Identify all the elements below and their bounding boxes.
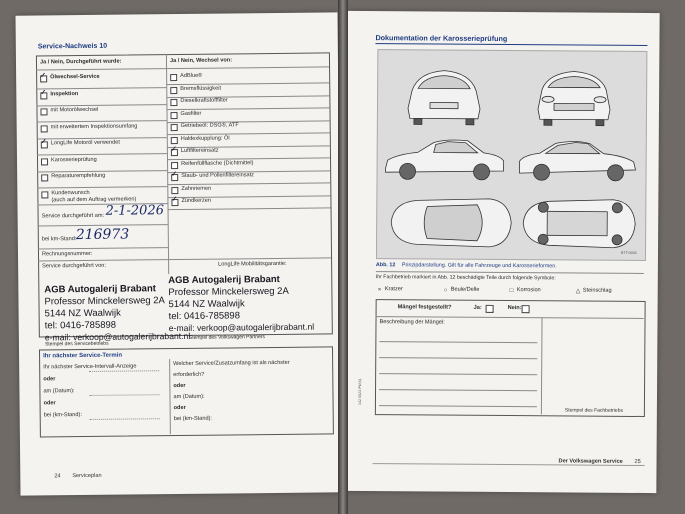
figure-caption-label: Abb. 12 bbox=[375, 262, 396, 269]
performed-by-label: Service durchgeführt von: bbox=[42, 262, 106, 270]
performed-item-label: Inspektion bbox=[50, 90, 79, 97]
checkbox[interactable] bbox=[41, 125, 48, 132]
defects-yes-checkbox[interactable] bbox=[486, 305, 494, 313]
replaced-items-list bbox=[15, 12, 337, 15]
next-service-field-label: oder bbox=[173, 382, 186, 390]
check-mark-icon: ✓ bbox=[40, 72, 47, 80]
symbol-label: Steinschlag bbox=[582, 287, 612, 294]
performed-items-list bbox=[15, 12, 337, 15]
left-column-header: Ja / Nein, Durchgeführt wurde: bbox=[39, 58, 122, 66]
symbol-mark-icon: △ bbox=[575, 288, 581, 295]
performed-item-label: mit erweitertem Inspektionsumfang bbox=[50, 122, 138, 130]
check-mark-icon: ✓ bbox=[171, 196, 178, 204]
next-service-field-label: oder bbox=[43, 400, 56, 407]
checkbox[interactable] bbox=[170, 74, 177, 81]
symbol-label: Korrosion bbox=[516, 287, 541, 294]
stamp-street: Professor Minckelersweg 2A bbox=[44, 295, 165, 308]
next-service-field-label: bei (km-Stand): bbox=[43, 412, 82, 419]
damage-symbol-legend bbox=[348, 11, 660, 13]
replaced-item-label: Staub- und Pollenfiltereinsatz bbox=[181, 172, 254, 179]
replaced-item-label: Reifenfüllflasche (Dichtmittel) bbox=[181, 159, 254, 167]
stamp-name: AGB Autogalerij Brabant bbox=[44, 283, 156, 296]
stamp-caption-service: Stempel des Servicebetriebs bbox=[44, 340, 109, 348]
performed-item-label: Karosserieprüfung bbox=[50, 156, 97, 163]
check-mark-icon: ✓ bbox=[40, 138, 47, 146]
defects-yes-label: Ja: bbox=[473, 304, 482, 311]
replaced-item-label: Dieselkraftstofffilter bbox=[180, 97, 228, 104]
performed-item-label: Reparaturempfehlung bbox=[51, 172, 106, 180]
stamp-phone: tel: 0416-785898 bbox=[168, 310, 241, 323]
performed-item-label: Kundenwunsch bbox=[51, 189, 90, 196]
right-column-header: Ja / Nein, Wechsel von: bbox=[169, 57, 233, 65]
check-mark-icon: ✓ bbox=[170, 146, 177, 154]
figure-code: B7T-0404 bbox=[620, 250, 637, 255]
longlife-guarantee-label: LongLife Mobilitätsgarantie: bbox=[218, 260, 287, 268]
next-service-field-label: bei (km-Stand): bbox=[173, 415, 213, 423]
km-value[interactable]: 216973 bbox=[75, 226, 130, 244]
performed-item-label: mit Motorölwechsel bbox=[50, 106, 99, 114]
replaced-item-label: AdBlue® bbox=[180, 72, 203, 79]
checkbox[interactable] bbox=[171, 187, 178, 194]
defects-no-checkbox[interactable] bbox=[522, 305, 530, 313]
next-service-field-label: am (Datum): bbox=[173, 393, 205, 401]
page-number-left: 24 bbox=[54, 473, 61, 480]
checkbox[interactable] bbox=[171, 112, 178, 119]
book-spine bbox=[338, 0, 348, 514]
stamp-street: Professor Minckelersweg 2A bbox=[168, 285, 289, 299]
car-underbody-view bbox=[523, 199, 635, 248]
km-label: bei km-Stand: bbox=[41, 236, 77, 243]
replaced-item-label: Haldexkupplung: Öl bbox=[180, 134, 230, 142]
symbol-instruction: Ihr Fachbetrieb markiert in Abb. 12 beschädigte Teile durch folgende Symbole: bbox=[375, 274, 556, 282]
next-service-field-label: oder bbox=[173, 404, 186, 412]
checkbox[interactable] bbox=[41, 191, 48, 198]
footer-label-left: Serviceplan bbox=[72, 472, 102, 480]
replaced-item-label: Zahnriemen bbox=[181, 185, 212, 192]
replaced-item-label: Luftfiltereinsatz bbox=[180, 147, 219, 154]
figure-caption-text: Prinzipdarstellung. Gilt für alle Fahrzeuge und Karosserieformen. bbox=[401, 262, 557, 270]
stamp-email: e-mail: verkoop@autogalerijbrabant.nl bbox=[44, 330, 191, 343]
performed-item-note: (auch auf dem Auftrag vermerken) bbox=[51, 195, 137, 203]
checkbox[interactable] bbox=[40, 108, 47, 115]
checkbox[interactable] bbox=[170, 87, 177, 94]
symbol-label: Kratzer bbox=[384, 286, 403, 293]
left-page bbox=[15, 12, 342, 495]
service-date-label: Service durchgeführt am: bbox=[41, 212, 105, 220]
checkbox[interactable] bbox=[171, 162, 178, 169]
title-rule bbox=[375, 43, 647, 46]
symbol-mark-icon: × bbox=[377, 287, 382, 294]
next-service-field-label: oder bbox=[43, 376, 56, 383]
check-mark-icon: ✓ bbox=[40, 88, 47, 96]
service-date-value[interactable]: 2-1-2026 bbox=[105, 203, 165, 219]
stamp-phone: tel: 0416-785898 bbox=[44, 319, 117, 332]
workshop-stamp-caption: Stempel des Fachbetriebs bbox=[564, 407, 624, 414]
performed-item-label: LongLife Motoröl verwendet bbox=[50, 139, 120, 147]
right-page bbox=[344, 11, 659, 493]
car-rear-view bbox=[408, 70, 480, 125]
replaced-item-label: Bremsflüssigkeit bbox=[180, 85, 222, 92]
next-service-left bbox=[15, 12, 337, 15]
next-service-field-label: Welcher Service/Zusatzumfang ist als nächster bbox=[173, 359, 290, 368]
defects-description-label: Beschreibung der Mängel: bbox=[379, 319, 445, 326]
symbol-mark-icon: ○ bbox=[443, 287, 448, 294]
next-service-field-label: erforderlich? bbox=[173, 371, 205, 379]
checkbox[interactable] bbox=[170, 99, 177, 106]
replaced-item-label: Gasfilter bbox=[180, 110, 202, 117]
stamp-email: e-mail: verkoop@autogalerijbrabant.nl bbox=[168, 321, 315, 334]
defects-no-label: Nein: bbox=[507, 305, 522, 312]
footer-label-right: Der Volkswagen Service bbox=[558, 458, 623, 465]
stamp-city: 5144 NZ Waalwijk bbox=[168, 298, 245, 311]
side-print-code: 142.5023.PW.81 bbox=[357, 378, 363, 406]
car-side-view-right bbox=[520, 141, 636, 181]
next-service-field-label: Ihr nächster Service-Intervall-Anzeige bbox=[43, 363, 137, 371]
car-side-view-left bbox=[386, 140, 504, 180]
car-diagram-svg bbox=[377, 50, 646, 260]
replaced-item-label: Getriebeöl: DSG®, ATF bbox=[180, 122, 239, 129]
performed-item-label: Ölwechsel-Service bbox=[50, 73, 100, 81]
order-number-label: Rechnungsnummer: bbox=[41, 250, 93, 258]
symbol-label: Beule/Delle bbox=[450, 286, 480, 293]
checkbox[interactable] bbox=[171, 137, 178, 144]
next-service-field-label: am (Datum): bbox=[43, 388, 75, 395]
checkbox[interactable] bbox=[41, 174, 48, 181]
check-mark-icon: ✓ bbox=[171, 171, 178, 179]
next-service-title: Ihr nächster Service-Termin bbox=[43, 352, 123, 360]
next-service-right bbox=[15, 12, 337, 15]
symbol-mark-icon: □ bbox=[509, 288, 514, 295]
page-number-right: 25 bbox=[634, 458, 641, 465]
service-record-title: Service-Nachweis 10 bbox=[37, 42, 108, 51]
body-inspection-title: Dokumentation der Karosserieprüfung bbox=[375, 33, 508, 44]
stamp-caption-partner: Stempel des Volkswagen Partners bbox=[188, 334, 266, 341]
stamp-city: 5144 NZ Waalwijk bbox=[44, 307, 121, 320]
checkbox[interactable] bbox=[41, 158, 48, 165]
car-top-view bbox=[391, 198, 511, 247]
defects-question: Mängel festgestellt? bbox=[397, 304, 452, 311]
stamp-name: AGB Autogalerij Brabant bbox=[168, 273, 280, 287]
checkbox[interactable] bbox=[171, 124, 178, 131]
car-diagram bbox=[376, 49, 647, 261]
car-front-view bbox=[538, 71, 610, 126]
replaced-item-label: Zündkerzen bbox=[181, 197, 212, 204]
